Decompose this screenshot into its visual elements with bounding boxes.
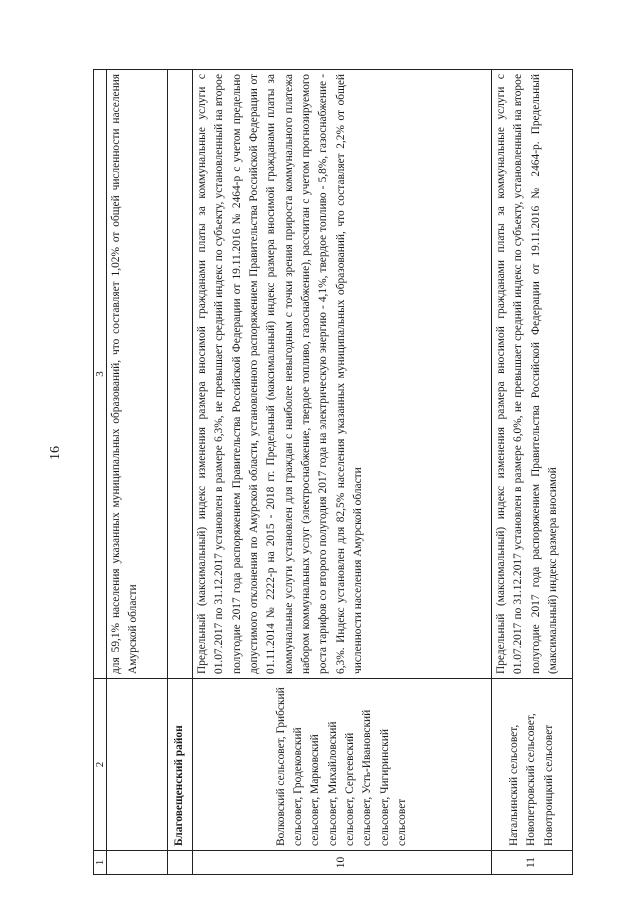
row-number-cell [168, 851, 193, 875]
description-cell [168, 70, 193, 679]
row-number: 10 [193, 851, 492, 875]
description-cell: для 59,1% населения указанных муниципальных образований, что составляет 1,02% от общей численности населения Амурской области [107, 70, 168, 679]
rotated-table-container [93, 70, 600, 875]
row-number: 11 [492, 851, 573, 875]
settlements-list: Волковский сельсовет, Грибский сельсовет, Гродековский сельсовет, Марковский сельсовет, Михайловский сельсовет, Сергеевский сельсовет, Усть-Ивановский сельсовет, Чигиринский сельсовет [193, 679, 492, 851]
index-description: Предельный (максимальный) индекс изменения размера вносимой гражданами платы за коммунальные услуги с 01.07.2017 по 31.12.2017 установлен в размере 6,0%, не превышает средний индекс по субъекту, установленный на второе полугодие 2017 года распоряжением Правительства Российской Федерации от 19.11.2016 № 2464-р. Предельный (максимальный) индекс размера вносимой [492, 70, 573, 679]
settlements-list: Натальинский сельсовет, Новопетровский сельсовет, Новотроицкий сельсовет [492, 679, 573, 851]
header-cell-2: 2 [94, 679, 107, 851]
table-row-continuation [107, 70, 168, 875]
settlements-cell [107, 679, 168, 851]
index-table [93, 69, 573, 875]
table-row-district [168, 70, 193, 875]
header-cell-1: 1 [94, 851, 107, 875]
row-number-cell [107, 851, 168, 875]
table-row [492, 70, 573, 875]
table-row [193, 70, 492, 875]
page-number: 16 [48, 446, 63, 460]
header-cell-3: 3 [94, 70, 107, 679]
district-name: Благовещенский район [168, 679, 193, 851]
table-header-row [94, 70, 107, 875]
index-description: Предельный (максимальный) индекс изменения размера вносимой гражданами платы за коммунальные услуги с 01.07.2017 по 31.12.2017 установлен в размере 6,3%, не превышает средний индекс по субъекту, установленный на второе полугодие 2017 года распоряжением Правительства Российской Федерации от 19.11.2016 № 2464-р с учетом предельно допустимого отклонения по Амурской области, установленного распоряжением Правительства Российской Федерации от 01.11.2014 № 2222-р на 2015 - 2018 гг. Предельный (максимальный) индекс размера вносимой гражданами платы за коммунальные услуги установлен для граждан с наиболее невыгодным с точки зрения прироста коммунального платежа набором коммунальных услуг (электроснабжение, твердое топливо, газоснабжение), рассчитан с учетом прогнозируемого роста тарифов со второго полугодия 2017 года на электрическую энергию - 4,1%, твердое топливо - 5,8%, газоснабжение - 6,3%. Индекс установлен для 82,5% населения указанных муниципальных образований, что составляет 2,2% от общей численности населения Амурской области [193, 70, 492, 679]
